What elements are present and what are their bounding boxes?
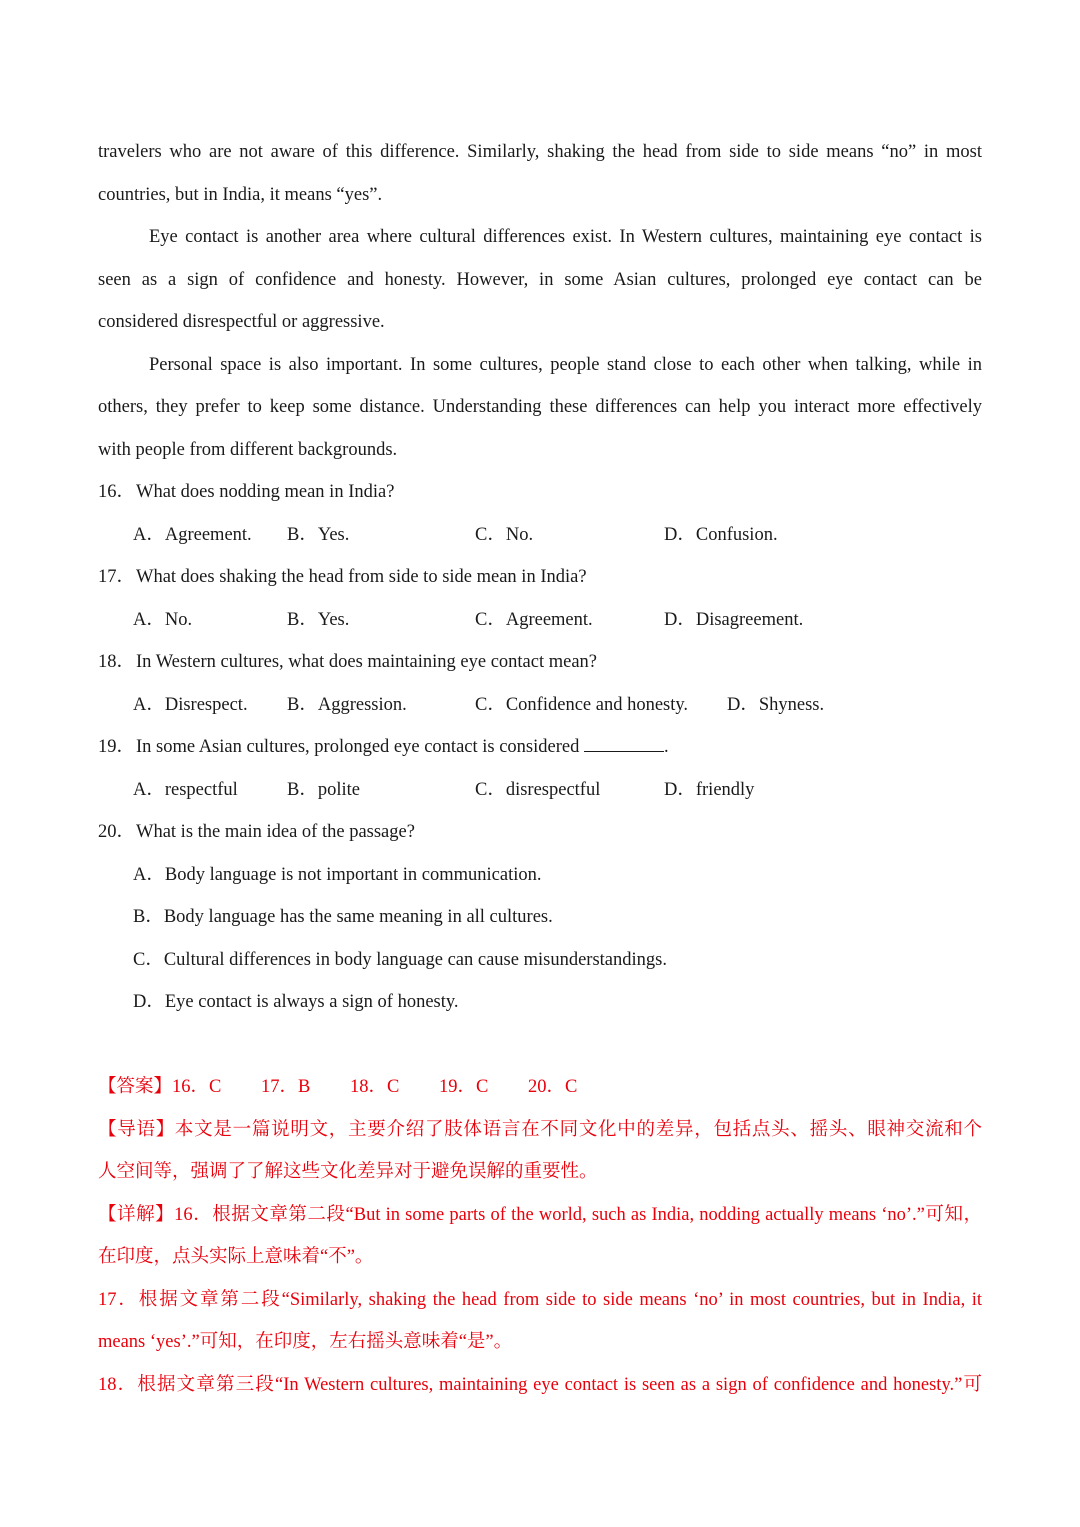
passage-line: travelers who are not aware of this difference. Similarly, shaking the head from side to side means “no” in most [98, 142, 982, 162]
answer-label: 【答案】 [98, 1077, 173, 1097]
option-b: B．polite [287, 779, 360, 800]
option-d: D．friendly [664, 779, 755, 800]
question-text: What is the main idea of the passage? [136, 822, 415, 842]
answer-item: 19．C [439, 1077, 489, 1097]
question-16-options [98, 514, 982, 557]
option-d: D．Eye contact is always a sign of honesty. [133, 992, 459, 1012]
option-c: C．disrespectful [475, 779, 601, 800]
option-b: B．Yes. [287, 609, 350, 630]
detail-line: 在印度，点头实际上意味着“不”。 [98, 1247, 374, 1267]
option-b: B．Aggression. [287, 694, 407, 715]
detail-line: 17．根据文章第二段“Similarly, shaking the head from side to side means ‘no’ in most countries, but in India, it [98, 1289, 982, 1310]
detail-line: means ‘yes’.”可知，在印度，左右摇头意味着“是”。 [98, 1332, 513, 1352]
passage-line: others, they prefer to keep some distance. Understanding these differences can help you interact more effectively [98, 397, 982, 417]
option-b: B．Yes. [287, 524, 350, 545]
question-19-options [98, 769, 982, 812]
answer-item: 16．C [172, 1077, 222, 1097]
answer-item: 17．B [261, 1077, 311, 1097]
question-number: 19． [98, 737, 136, 757]
option-a: A．respectful [133, 779, 238, 800]
option-d: D．Disagreement. [664, 609, 804, 630]
option-b: B．Body language has the same meaning in all cultures. [133, 907, 553, 927]
option-c: C．Agreement. [475, 609, 593, 630]
question-17-options [98, 599, 982, 642]
question-18-options [98, 684, 982, 727]
question-17 [98, 556, 982, 599]
answer-section [98, 1066, 982, 1406]
question-text: In Western cultures, what does maintaining eye contact mean? [136, 652, 598, 672]
question-number: 20． [98, 822, 136, 842]
intro-line: 人空间等，强调了了解这些文化差异对于避免误解的重要性。 [98, 1162, 598, 1182]
passage-line: with people from different backgrounds. [98, 439, 398, 460]
question-number: 18． [98, 652, 136, 672]
question-suffix: . [663, 737, 669, 757]
intro-line: 【导语】本文是一篇说明文，主要介绍了肢体语言在不同文化中的差异，包括点头、摇头、眼神交流和个 [98, 1119, 982, 1140]
answer-key [98, 1066, 982, 1109]
passage-line: seen as a sign of confidence and honesty. However, in some Asian cultures, prolonged eye contact can be [98, 269, 982, 290]
option-a: A．Disrespect. [133, 694, 248, 715]
option-d: D．Confusion. [664, 524, 778, 545]
option-c: C．No. [475, 524, 534, 545]
question-number: 16． [98, 482, 136, 502]
passage-line: considered disrespectful or aggressive. [98, 312, 385, 332]
document-page [98, 131, 982, 1406]
question-number: 17． [98, 567, 136, 587]
question-16 [98, 471, 982, 514]
answer-blank [584, 735, 664, 752]
question-text: In some Asian cultures, prolonged eye contact is considered [136, 737, 580, 757]
option-d: D．Shyness. [727, 694, 825, 715]
option-c: C．Confidence and honesty. [475, 694, 689, 715]
detail-line: 18．根据文章第三段“In Western cultures, maintaining eye contact is seen as a sign of confidence and honesty.”可 [98, 1374, 982, 1395]
section-spacer [98, 1024, 982, 1067]
question-20 [98, 811, 982, 854]
answer-item: 18．C [350, 1077, 400, 1097]
question-19 [98, 726, 982, 769]
passage-line: countries, but in India, it means “yes”. [98, 184, 383, 205]
question-18 [98, 641, 982, 684]
option-a: A．No. [133, 609, 193, 630]
answer-item: 20．C [528, 1077, 578, 1097]
option-a: A．Agreement. [133, 524, 252, 545]
detail-line: 【详解】16．根据文章第二段“But in some parts of the world, such as India, nodding actually means ‘no’.”可知， [98, 1204, 982, 1225]
passage-line: Eye contact is another area where cultural differences exist. In Western cultures, maintaining eye contact is [149, 227, 982, 247]
option-a: A．Body language is not important in communication. [133, 864, 542, 885]
question-text: What does nodding mean in India? [136, 482, 395, 502]
option-c: C．Cultural differences in body language can cause misunderstandings. [133, 949, 667, 970]
passage-line: Personal space is also important. In some cultures, people stand close to each other when talking, while in [149, 354, 982, 375]
question-text: What does shaking the head from side to side mean in India? [136, 567, 587, 587]
